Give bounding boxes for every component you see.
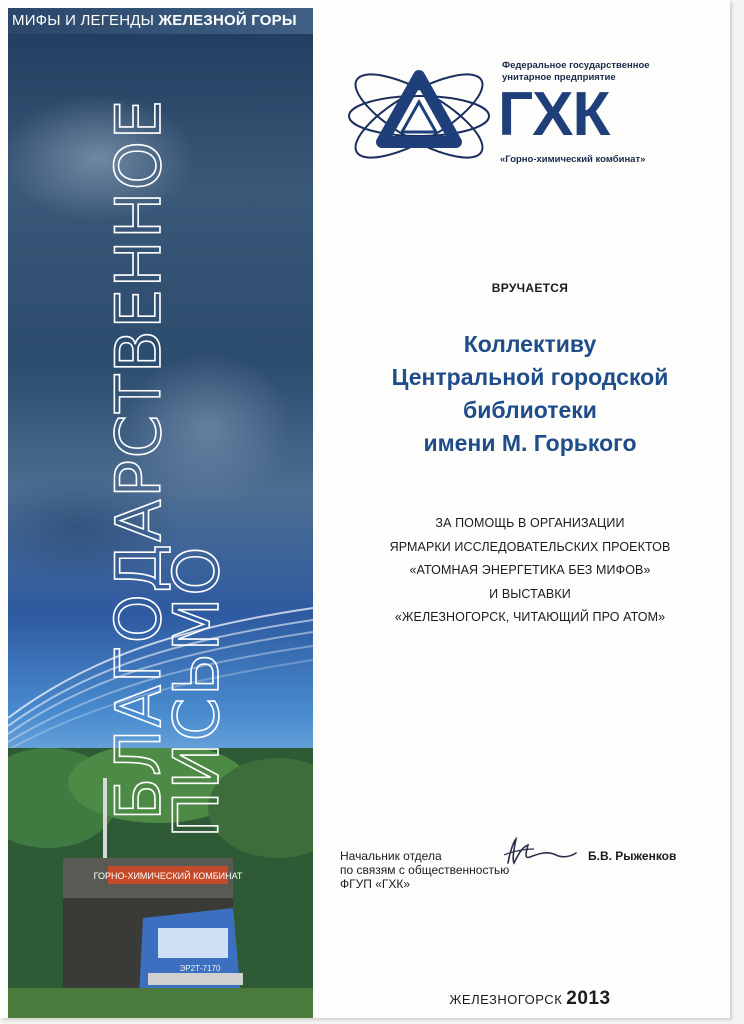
vertical-title-line2: ПИСЬМО (160, 544, 233, 838)
recipient-line: библиотеки (463, 397, 597, 423)
recipient-line: имени М. Горького (423, 430, 637, 456)
reason-line: «АТОМНАЯ ЭНЕРГЕТИКА БЕЗ МИФОВ» (409, 563, 651, 577)
vertical-title-line1: БЛАГОДАРСТВЕННОЕ (102, 98, 175, 821)
footer-place-year (330, 988, 730, 1010)
recipient-block (330, 328, 730, 460)
signatory-role-line: Начальник отдела (340, 849, 442, 863)
photo-band (8, 8, 313, 1018)
reason-line: «ЖЕЛЕЗНОГОРСК, ЧИТАЮЩИЙ ПРО АТОМ» (394, 610, 666, 624)
org-full-name: «Горно-химический комбинат» (500, 154, 646, 165)
gkh-atom-logo-icon (344, 44, 494, 184)
band-header (8, 8, 313, 34)
vertical-title (98, 68, 238, 868)
org-abbreviation: ГХК (498, 80, 610, 149)
signatory-name: Б.В. Рыженков (588, 849, 677, 863)
recipient-line: Центральной городской (391, 364, 669, 390)
photo-sign-text: ГОРНО-ХИМИЧЕСКИЙ КОМБИНАТ (93, 871, 243, 881)
band-header-plain: МИФЫ И ЛЕГЕНДЫ (12, 12, 159, 29)
recipient-line: Коллективу (463, 331, 597, 357)
org-type-line2: унитарное предприятие (502, 72, 616, 83)
footer-city: ЖЕЛЕЗНОГОРСК (449, 992, 563, 1007)
reason-line: ЗА ПОМОЩЬ В ОРГАНИЗАЦИИ (435, 516, 625, 530)
reason-line: ЯРМАРКИ ИССЛЕДОВАТЕЛЬСКИХ ПРОЕКТОВ (389, 539, 671, 554)
band-header-bold: ЖЕЛЕЗНОЙ ГОРЫ (158, 12, 297, 29)
org-type-line1: Федеральное государственное (502, 60, 650, 71)
signatory-role-line: ФГУП «ГХК» (340, 877, 411, 891)
awarded-label: ВРУЧАЕТСЯ (491, 281, 569, 295)
reason-line: И ВЫСТАВКИ (489, 586, 571, 601)
reason-block (330, 512, 730, 630)
signatory-role-line: по связям с общественностью (340, 863, 510, 877)
footer-year: 2013 (566, 988, 611, 1009)
train-number-text: ЭР2Т-7170 (179, 964, 221, 973)
signatory-role (340, 849, 509, 891)
handwritten-signature (500, 833, 580, 873)
